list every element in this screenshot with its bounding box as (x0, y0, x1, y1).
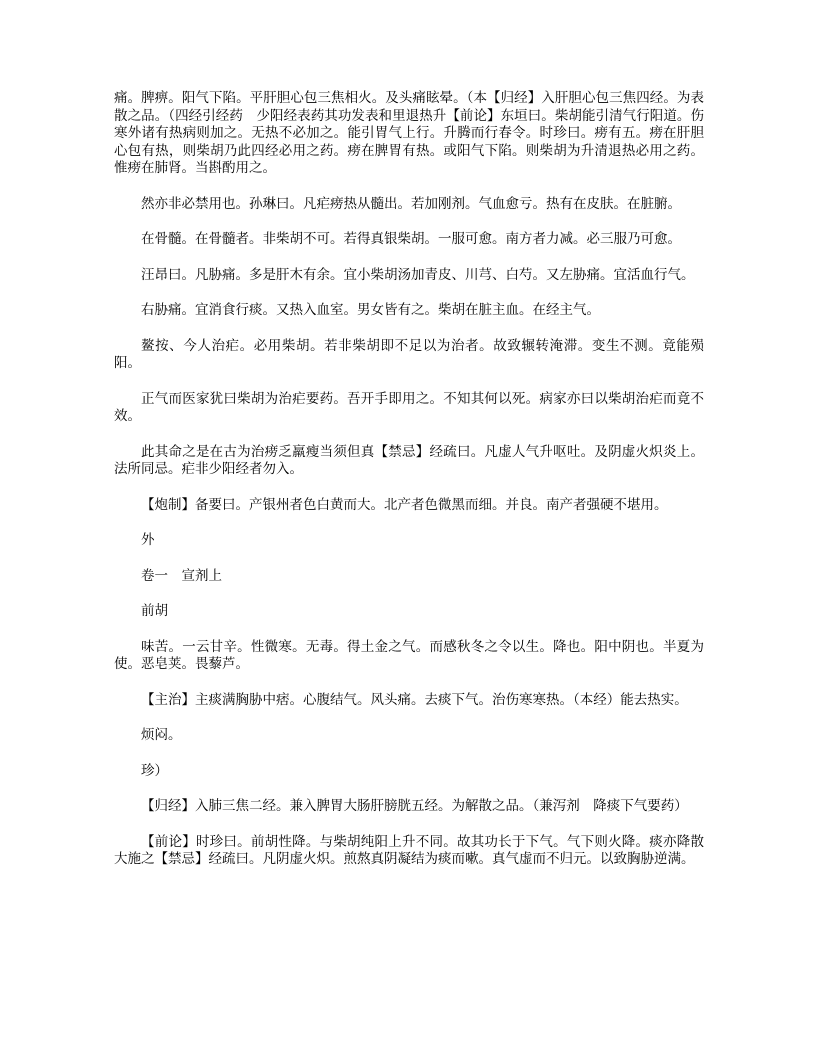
document-content (114, 90, 704, 887)
paragraph: 【主治】主痰满胸胁中痞。心腹结气。风头痛。去痰下气。治伤寒寒热。（本经）能去热实。 (141, 691, 688, 708)
entry-title: 前胡 (141, 603, 168, 619)
paragraph: 【炮制】备要曰。产银州者色白黄而大。北产者色微黑而细。并良。南产者强硬不堪用。 (141, 496, 668, 513)
paragraph: 【前论】时珍曰。前胡性降。与柴胡纯阳上升不同。故其功长于下气。气下则火降。痰亦降散大施之【禁忌】经疏曰。凡阴虚火炽。煎熬真阴凝结为痰而嗽。真气虚而不归元。以致胸胁逆满。 (114, 833, 704, 867)
paragraph: 鳌按、今人治疟。必用柴胡。若非柴胡即不足以为治者。故致辗转淹滞。变生不测。竟能殒阳。 (114, 337, 704, 371)
paragraph: 然亦非必禁用也。孙琳曰。凡疟痨热从髓出。若加刚剂。气血愈亏。热有在皮肤。在脏腑。 (141, 195, 681, 212)
paragraph: 珍） (141, 762, 168, 779)
section-heading: 卷一 宣剂上 (141, 567, 222, 584)
paragraph: 右胁痛。宜消食行痰。又热入血室。男女皆有之。柴胡在脏主血。在经主气。 (141, 302, 600, 318)
paragraph: 味苦。一云甘辛。性微寒。无毒。得土金之气。而感秋冬之令以生。降也。阳中阴也。半夏为使。恶皂荚。畏藜芦。 (114, 638, 704, 672)
paragraph: 正气而医家犹曰柴胡为治疟要药。吾开手即用之。不知其何以死。病家亦曰以柴胡治疟而竟不效。 (114, 390, 704, 424)
paragraph: 痛。脾痹。阳气下陷。平肝胆心包三焦相火。及头痛眩晕。（本【归经】入肝胆心包三焦四经。为表散之品。（四经引经药 少阳经表药其功发表和里退热升【前论】东垣曰。柴胡能引清气行阳道。伤寒外诸有热病则加之。无热不必加之。能引胃气上行。升腾而行春令。时珍曰。痨有五。痨在肝胆心包有热，则柴胡乃此四经必用之药。痨在脾胃有热。或阳气下陷。则柴胡为升清退热必用之药。惟痨在肺肾。当斟酌用之。 (114, 90, 704, 176)
paragraph: 【归经】入肺三焦二经。兼入脾胃大肠肝膀胱五经。为解散之品。（兼泻剂 降痰下气要药） (141, 798, 688, 814)
paragraph: 外 (141, 532, 155, 548)
paragraph: 汪昂曰。凡胁痛。多是肝木有余。宜小柴胡汤加青皮、川芎、白芍。又左胁痛。宜活血行气。 (141, 266, 695, 283)
paragraph: 此其命之是在古为治痨乏羸瘦当须但真【禁忌】经疏曰。凡虚人气升呕吐。及阴虚火炽炎上。法所同忌。疟非少阳经者勿入。 (114, 443, 704, 477)
paragraph: 在骨髓。在骨髓者。非柴胡不可。若得真银柴胡。一服可愈。南方者力减。必三服乃可愈。 (141, 231, 681, 247)
paragraph: 烦闷。 (141, 727, 182, 743)
